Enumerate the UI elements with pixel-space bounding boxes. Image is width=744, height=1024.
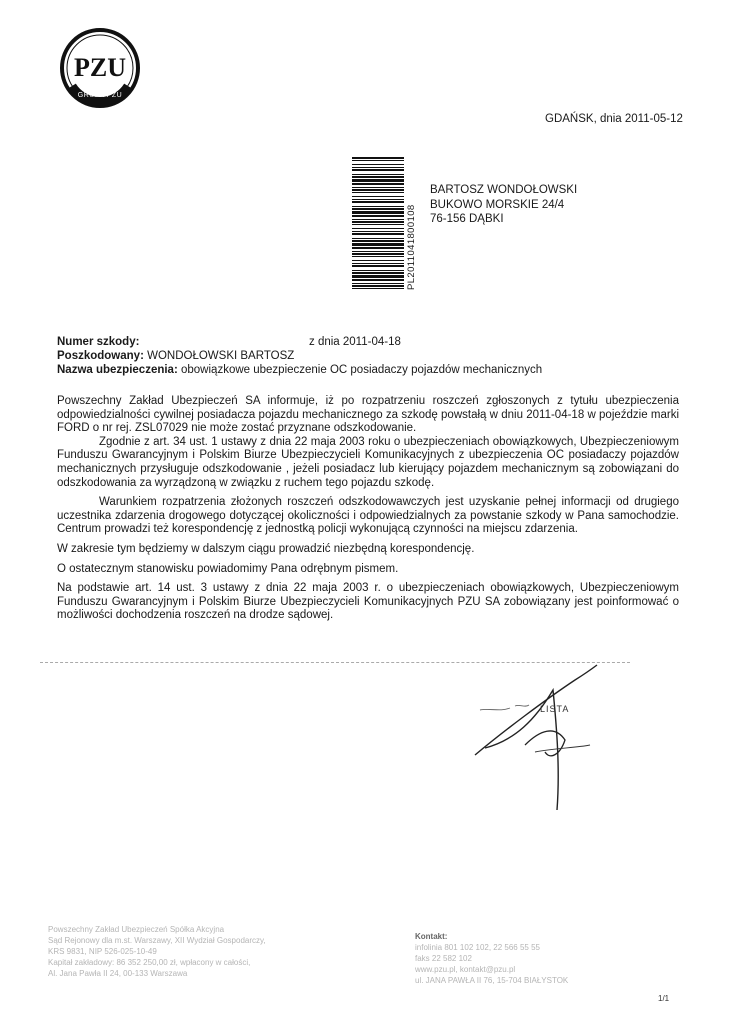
barcode-bar: [352, 233, 404, 235]
barcode-bar: [352, 192, 404, 193]
barcode-bar: [352, 256, 404, 257]
contact-line: infolinia 801 102 102, 22 566 55 55: [415, 943, 540, 952]
barcode-bar: [352, 221, 404, 223]
barcode-bar: [352, 160, 404, 161]
insurance-name-value: obowiązkowe ubezpieczenie OC posiadaczy pojazdów mechanicznych: [181, 364, 543, 376]
barcode-bar: [352, 231, 404, 232]
claim-date: z dnia 2011-04-18: [309, 336, 401, 348]
contact-line: ul. JANA PAWŁA II 76, 15-704 BIAŁYSTOK: [415, 976, 569, 985]
footer-line: Kapitał zakładowy: 86 352 250,00 zł, wpłacony w całości,: [48, 958, 251, 967]
injured-party-label: Poszkodowany:: [57, 350, 144, 362]
footer-line: Al. Jana Pawła II 24, 00-133 Warszawa: [48, 969, 188, 978]
footer-line: Sąd Rejonowy dla m.st. Warszawy, XII Wydział Gospodarczy,: [48, 936, 266, 945]
barcode-bar: [352, 189, 404, 191]
barcode-bar: [352, 253, 404, 255]
footer-line: Powszechny Zakład Ubezpieczeń Spółka Akcyjna: [48, 925, 225, 934]
paragraph-final-position: O ostatecznym stanowisku powiadomimy Pana odrębnym pismem.: [57, 562, 399, 575]
letter-body: [57, 395, 679, 629]
barcode-bar: [352, 283, 404, 284]
recipient-street: BUKOWO MORSKIE 24/4: [430, 198, 565, 211]
barcode-bar: [352, 270, 404, 271]
barcode-bar: [352, 211, 404, 214]
barcode-bar: [352, 201, 404, 203]
barcode-bar: [352, 219, 404, 220]
paragraph-legal-basis: Zgodnie z art. 34 ust. 1 ustawy z dnia 22 maja 2003 roku o ubezpieczeniach obowiązkowych, Ubezpieczeniowym Funduszu Gwarancyjnym i Polskim Biurze Ubezpieczycieli Komunikacyjnych z ubezpieczenia OC posiadaczy pojazdów mechanicznych przysługuje odszkodowanie , jeżeli posiadacz lub kierujący pojazdem mechanicznym są zobowiązani do odszkodowania za wyrządzoną w związku z ruchem tego pojazdu szkodę.: [57, 435, 679, 489]
barcode-bar: [352, 240, 404, 242]
claim-number-label: Numer szkody:: [57, 336, 140, 348]
recipient-city: 76-156 DĄBKI: [430, 213, 504, 225]
page-number: 1/1: [658, 994, 670, 1003]
contact-label: Kontakt:: [415, 932, 448, 941]
footer-contact: [415, 931, 568, 986]
paragraph-correspondence: W zakresie tym będziemy w dalszym ciągu prowadzić niezbędną korespondencję.: [57, 542, 475, 555]
barcode-bar: [352, 265, 404, 267]
recipient-address: [430, 183, 577, 227]
barcode-bar: [352, 238, 404, 239]
paragraph-condition: Warunkiem rozpatrzenia złożonych roszczeń odszkodowawczych jest uzyskanie pełnej informacji od drugiego uczestnika zdarzenia drogowego dotyczącej okoliczności i odpowiedzialnych za powstanie szkody w Pana samochodzie. Centrum prowadzi też korespondencję z jednostką policji wykonującą czynności na miejscu zdarzenia.: [57, 496, 679, 536]
barcode-bar: [352, 263, 404, 264]
barcode-bar: [352, 176, 404, 178]
signature-name: LISTA: [540, 704, 570, 714]
barcode-bar: [352, 208, 404, 210]
barcode-bar: [352, 206, 404, 207]
paragraph-decision: Powszechny Zakład Ubezpieczeń SA informuje, iż po rozpatrzeniu roszczeń zgłoszonych z tytułu ubezpieczenia odpowiedzialności cywilnej posiadacza pojazdu mechanicznego za szkodę powstałą w dniu 2011-04-18 w pojeździe marki FORD o nr rej. ZSL07029 nie może zostać przyznane odszkodowanie.: [57, 395, 679, 435]
barcode-bar: [352, 187, 404, 188]
claim-reference: [57, 335, 542, 377]
barcode-bar: [352, 285, 404, 287]
barcode-bar: [352, 228, 404, 229]
barcode-bar: [352, 196, 404, 197]
barcode-bar: [352, 157, 404, 159]
paragraph-court-info: Na podstawie art. 14 ust. 3 ustawy z dnia 22 maja 2003 r. o ubezpieczeniach obowiązkowych, Ubezpieczeniowym Funduszu Gwarancyjnym i Polskim Biurze Ubezpieczycieli Komunikacyjnych PZU SA zobowiązany jest poinformować o możliwości dochodzenia roszczeń na drodze sądowej.: [57, 582, 679, 622]
barcode-bar: [352, 288, 404, 289]
barcode-bar: [352, 243, 404, 246]
barcode-bar: [352, 275, 404, 278]
barcode-bar: [352, 251, 404, 252]
footer-line: KRS 9831, NIP 526-025-10-49: [48, 947, 157, 956]
barcode-number: PL2011041800108: [406, 204, 417, 290]
barcode-bar: [352, 183, 404, 185]
barcode-bar: [352, 272, 404, 274]
barcode-bar: [352, 179, 404, 182]
barcode-bar: [352, 260, 404, 261]
barcode: [352, 157, 404, 292]
barcode-bar: [352, 164, 404, 165]
barcode-bar: [352, 169, 404, 171]
barcode-bar: [352, 215, 404, 217]
barcode-bar: [352, 224, 404, 225]
svg-text:PZU: PZU: [74, 53, 126, 82]
svg-text:GRUPA PZU: GRUPA PZU: [77, 92, 123, 99]
barcode-bar: [352, 199, 404, 200]
barcode-bar: [352, 174, 404, 175]
handwritten-signature: [465, 660, 615, 820]
pzu-logo: [58, 26, 142, 110]
letter-date: GDAŃSK, dnia 2011-05-12: [545, 113, 683, 125]
insurance-name-label: Nazwa ubezpieczenia:: [57, 364, 178, 376]
injured-party-value: WONDOŁOWSKI BARTOSZ: [147, 350, 295, 362]
barcode-bar: [352, 247, 404, 249]
contact-line: faks 22 582 102: [415, 954, 472, 963]
recipient-name: BARTOSZ WONDOŁOWSKI: [430, 184, 578, 196]
barcode-bar: [352, 279, 404, 281]
barcode-bar: [352, 167, 404, 168]
contact-line: www.pzu.pl, kontakt@pzu.pl: [415, 965, 516, 974]
footer-company-info: [48, 924, 266, 979]
